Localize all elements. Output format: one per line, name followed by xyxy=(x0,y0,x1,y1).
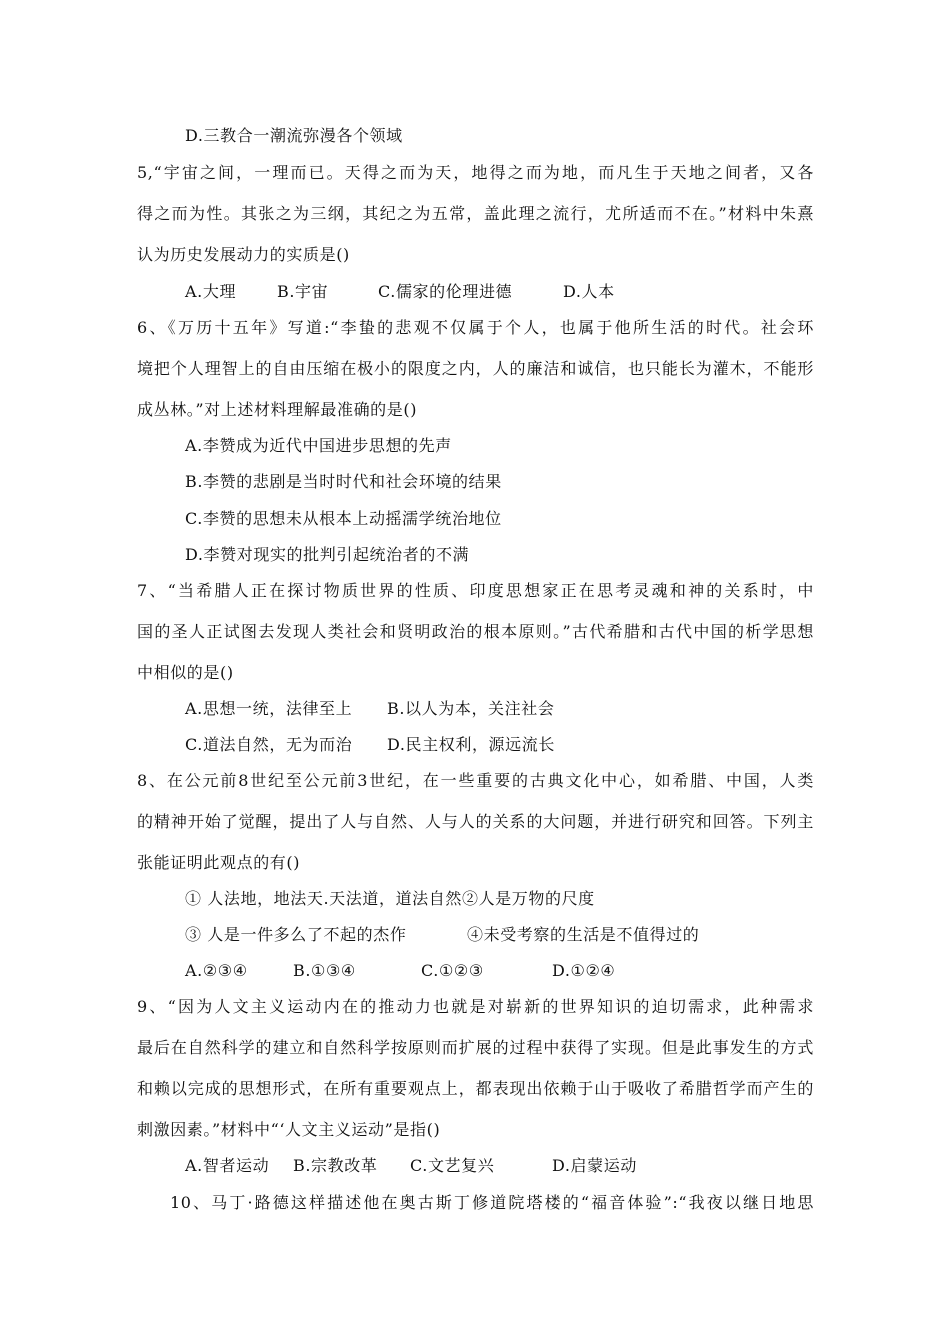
q9-stem-line4: 刺激因素。”材料中“‘人文主义运动”是指() xyxy=(137,1120,441,1139)
q9-option-b: B.宗教改革 xyxy=(293,1156,378,1175)
q6-option-a: A.李赞成为近代中国进步思想的先声 xyxy=(185,436,452,455)
q5-stem-line2: 得之而为性。其张之为三纲，其纪之为五常，盖此理之流行，尤所适而不在。”材料中朱熹 xyxy=(137,204,814,223)
q7-option-a: A.思想一统，法律至上 xyxy=(185,699,353,718)
q5-option-d: D.人本 xyxy=(563,282,615,301)
q9-stem-line1: 9、“因为人文主义运动内在的推动力也就是对崭新的世界知识的迫切需求，此种需求 xyxy=(137,997,814,1016)
q8-stem-line1: 8、在公元前8世纪至公元前3世纪，在一些重要的古典文化中心，如希腊、中国，人类 xyxy=(137,771,814,790)
q5-stem-line1: 5,“宇宙之间，一理而已。天得之而为天，地得之而为地，而凡生于天地之间者，又各 xyxy=(137,163,814,182)
q7-option-c: C.道法自然，无为而治 xyxy=(185,735,353,754)
q8-option-a: A.②③④ xyxy=(185,961,248,980)
q8-items-row2 xyxy=(185,925,725,945)
q6-option-d: D.李赞对现实的批判引起统治者的不满 xyxy=(185,545,470,564)
q8-items-row1: ① 人法地，地法天.天法道，道法自然②人是万物的尺度 xyxy=(185,889,595,908)
q8-item-3: ③ 人是一件多么了不起的杰作 xyxy=(185,925,407,944)
q5-stem-line3: 认为历史发展动力的实质是() xyxy=(137,245,350,264)
q8-option-c: C.①②③ xyxy=(421,961,484,980)
q7-option-d: D.民主权利，源远流长 xyxy=(387,735,555,754)
q5-option-c: C.儒家的伦理进德 xyxy=(378,282,513,301)
q5-option-a: A.大理 xyxy=(185,282,237,301)
q6-stem-line1: 6、《万历十五年》写道:“李蛰的悲观不仅属于个人，也属于他所生活的时代。社会环 xyxy=(137,318,814,337)
q5-option-b: B.宇宙 xyxy=(277,282,329,301)
q8-stem-line2: 的精神开始了觉醒，提出了人与自然、人与人的关系的大问题，并进行研究和回答。下列主 xyxy=(137,812,814,831)
q9-stem-line3: 和赖以完成的思想形式，在所有重要观点上，都表现出依赖于山于吸收了希腊哲学而产生的 xyxy=(137,1079,814,1098)
q7-stem-line2: 国的圣人正试图去发现人类社会和贤明政治的根本原则。”古代希腊和古代中国的析学思想 xyxy=(137,622,814,641)
q10-stem-line1: 10、马丁·路德这样描述他在奥古斯丁修道院塔楼的“福音体验”:“我夜以继日地思 xyxy=(170,1193,814,1212)
q9-options xyxy=(185,1156,645,1176)
q8-options xyxy=(185,961,645,981)
q4-option-d: D.三教合一潮流弥漫各个领域 xyxy=(185,126,403,145)
q8-stem-line3: 张能证明此观点的有() xyxy=(137,853,301,872)
q9-stem-line2: 最后在自然科学的建立和自然科学按原则而扩展的过程中获得了实现。但是此事发生的方式 xyxy=(137,1038,814,1057)
q9-option-c: C.文艺复兴 xyxy=(410,1156,495,1175)
q7-option-b: B.以人为本，关注社会 xyxy=(387,699,555,718)
q8-item-4: ④未受考察的生活是不值得过的 xyxy=(467,925,700,944)
q8-option-b: B.①③④ xyxy=(293,961,356,980)
q6-option-c: C.李赞的思想未从根本上动摇濡学统治地位 xyxy=(185,509,502,528)
q9-option-d: D.启蒙运动 xyxy=(552,1156,637,1175)
q7-options-row2 xyxy=(185,735,605,755)
q7-stem-line1: 7、“当希腊人正在探讨物质世界的性质、印度思想家正在思考灵魂和神的关系时，中 xyxy=(137,581,814,600)
q6-option-b: B.李赞的悲剧是当时时代和社会环境的结果 xyxy=(185,472,502,491)
q7-options-row1 xyxy=(185,699,605,719)
q6-stem-line3: 成丛林。”对上述材料理解最准确的是() xyxy=(137,400,418,419)
q6-stem-line2: 境把个人理智上的自由压缩在极小的限度之内，人的廉洁和诚信，也只能长为灌木，不能形 xyxy=(137,359,814,378)
q5-options xyxy=(185,282,625,302)
q8-option-d: D.①②④ xyxy=(552,961,616,980)
q7-stem-line3: 中相似的是() xyxy=(137,663,234,682)
q9-option-a: A.智者运动 xyxy=(185,1156,270,1175)
